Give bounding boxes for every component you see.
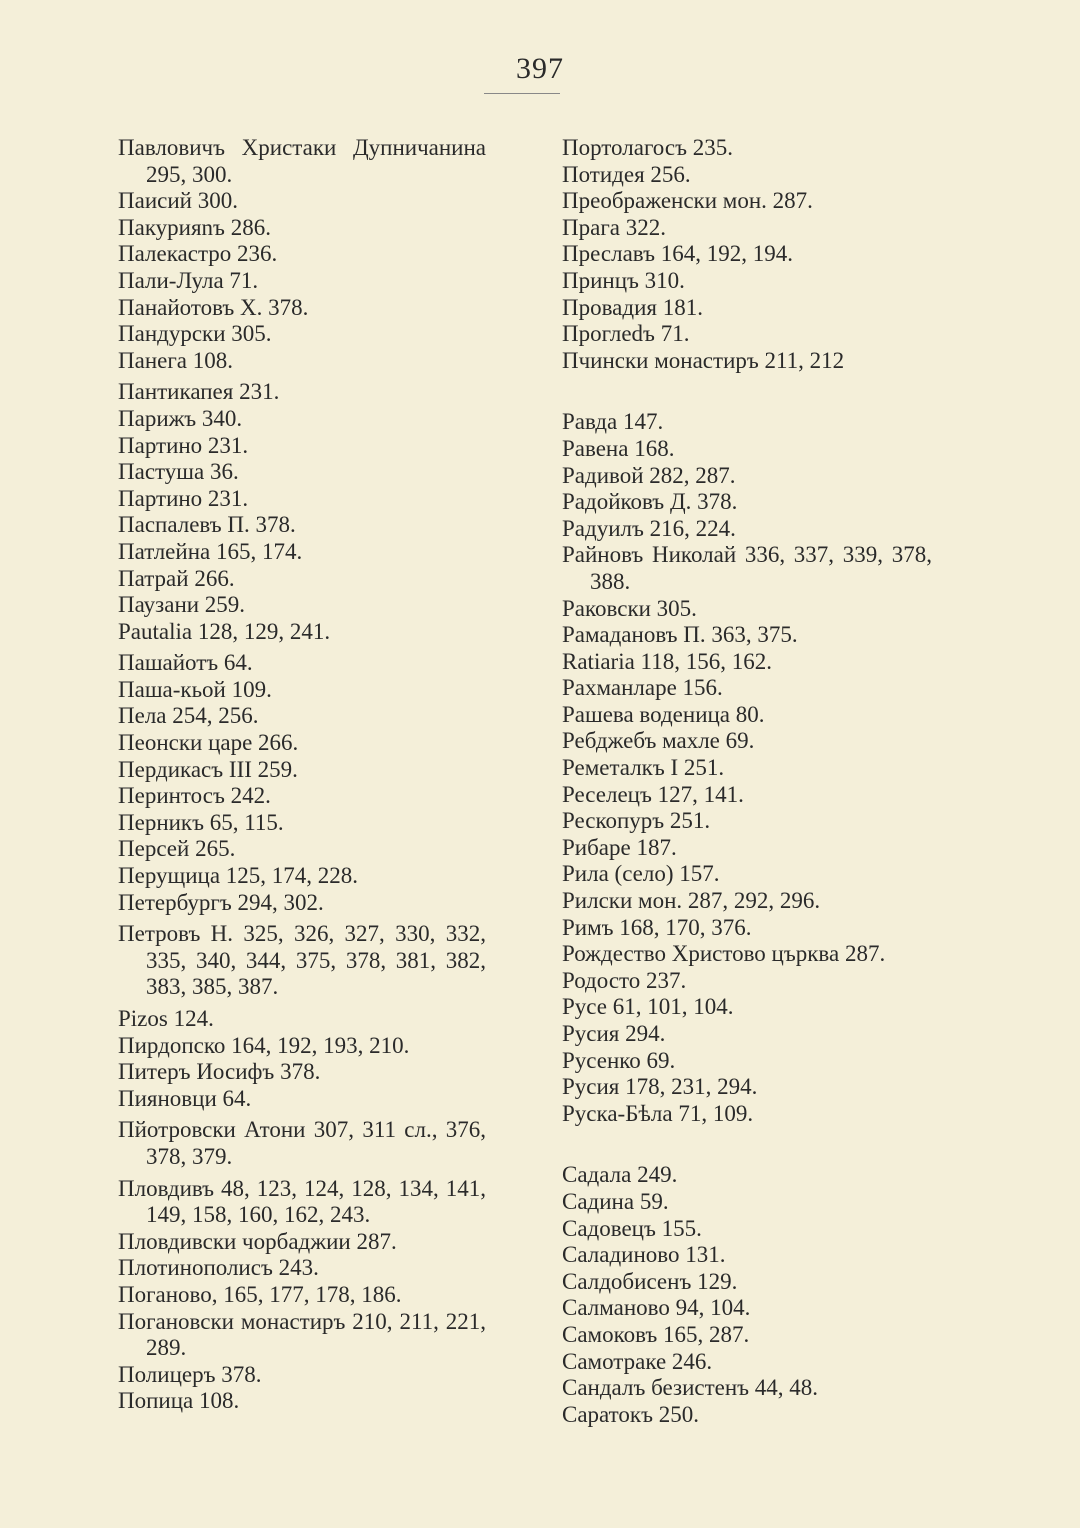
index-entry: Радивой 282, 287.: [562, 462, 736, 488]
index-entry: Русия 178, 231, 294.: [562, 1074, 758, 1100]
index-entry: Панайотовъ Х. 378.: [118, 294, 309, 320]
index-entry: Провадия 181.: [562, 294, 703, 320]
index-entry: Садина 59.: [562, 1188, 669, 1214]
index-entry: Садала 249.: [562, 1162, 678, 1188]
index-entry: Рилски мон. 287, 292, 296.: [562, 888, 821, 914]
index-entry: Плотинополисъ 243.: [118, 1255, 319, 1281]
index-entry: Равена 168.: [562, 435, 675, 461]
index-entry: Саратокъ 250.: [562, 1401, 699, 1427]
index-entry: Пела 254, 256.: [118, 703, 259, 729]
index-entry: Реметалкъ I 251.: [562, 755, 725, 781]
index-entry: Паспалевъ П. 378.: [118, 512, 296, 538]
index-entry: Самоковъ 165, 287.: [562, 1321, 750, 1347]
index-entry: Рамадановъ П. 363, 375.: [562, 622, 798, 648]
index-entry: Пияновци 64.: [118, 1085, 252, 1111]
index-entry: Преображенски мон. 287.: [562, 188, 813, 214]
index-entry: Сандалъ безистенъ 44, 48.: [562, 1375, 819, 1401]
page-number: 397: [516, 52, 564, 85]
index-entry: Портолагосъ 235.: [562, 135, 733, 160]
index-entry: Питеръ Иосифъ 378.: [118, 1059, 321, 1085]
index-entry: Петровъ Н. 325, 326, 327, 330, 332, 335, 340, 344, 375, 378, 381, 382, 383, 385, 387.: [118, 921, 486, 1000]
index-entry: Римъ 168, 170, 376.: [562, 914, 752, 940]
index-entry: Рибаре 187.: [562, 834, 677, 860]
index-entry: Ребджебъ махле 69.: [562, 728, 755, 754]
index-entry: Поганово, 165, 177, 178, 186.: [118, 1281, 402, 1307]
index-entry: Пйотровски Атони 307, 311 сл., 376, 378, 379.: [118, 1117, 486, 1169]
index-column-right: [562, 135, 932, 1428]
index-entry: Pautalia 128, 129, 241.: [118, 618, 331, 644]
index-entry: Паисий 300.: [118, 188, 238, 214]
index-entry: Панега 108.: [118, 347, 233, 373]
index-entry: Самотраке 246.: [562, 1348, 713, 1374]
index-entry: Пловдивски чорбаджии 287.: [118, 1228, 397, 1254]
index-entry: Персей 265.: [118, 836, 236, 862]
index-entry: Пеонски царе 266.: [118, 730, 299, 756]
index-entry: Петербургъ 294, 302.: [118, 889, 324, 915]
index-entry: Потидея 256.: [562, 161, 691, 187]
index-column-left: [118, 135, 486, 1415]
index-entry: Партино 231.: [118, 485, 249, 511]
index-entry: Саладиново 131.: [562, 1242, 726, 1268]
index-entry: Ratiaria 118, 156, 162.: [562, 648, 772, 674]
index-entry: Раковски 305.: [562, 595, 697, 621]
index-entry: Руска-Бѣла 71, 109.: [562, 1100, 754, 1126]
index-entry: Райновъ Николай 336, 337, 339, 378, 388.: [562, 542, 932, 594]
index-entry: Погановски монастиръ 210, 211, 221, 289.: [118, 1308, 486, 1361]
index-entry: Рашева воденица 80.: [562, 701, 765, 727]
index-entry: Парижъ 340.: [118, 405, 243, 431]
index-entry: Родосто 237.: [562, 967, 687, 993]
index-entry: Пантикапея 231.: [118, 379, 280, 405]
index-entry: Радойковъ Д. 378.: [562, 489, 738, 515]
index-entry: Принцъ 310.: [562, 267, 685, 293]
index-entry: Русия 294.: [562, 1021, 666, 1046]
index-entry: Русе 61, 101, 104.: [562, 994, 734, 1020]
index-entry: Русенко 69.: [562, 1047, 676, 1073]
index-entry: Пирдопско 164, 192, 193, 210.: [118, 1032, 410, 1058]
index-entry: Павловичъ Христаки Дупничанина 295, 300.: [118, 135, 486, 187]
index-entry: Патрай 266.: [118, 565, 235, 591]
index-entry: Палекастро 236.: [118, 241, 278, 267]
index-entry: Пакурияnъ 286.: [118, 214, 271, 240]
index-entry: Реселецъ 127, 141.: [562, 781, 744, 807]
index-entry: Прага 322.: [562, 214, 666, 240]
index-entry: Попица 108.: [118, 1388, 240, 1414]
index-entry: Пандурски 305.: [118, 321, 272, 347]
index-entry: Пашайотъ 64.: [118, 650, 253, 676]
index-entry: Перущица 125, 174, 228.: [118, 863, 359, 889]
index-entry: Салдобисенъ 129.: [562, 1268, 738, 1294]
index-entry: Пали-Лула 71.: [118, 267, 259, 293]
index-entry: Радуилъ 216, 224.: [562, 515, 736, 541]
index-entry: Салманово 94, 104.: [562, 1295, 751, 1321]
index-entry: Перникъ 65, 115.: [118, 809, 284, 835]
index-entry: Пчински монастиръ 211, 212: [562, 347, 845, 373]
index-entry: Перинтосъ 242.: [118, 783, 271, 809]
index-entry: Рождество Христово църква 287.: [562, 941, 886, 967]
page-number-rule: [484, 93, 560, 94]
index-entry: Рескопуръ 251.: [562, 808, 711, 834]
index-entry: Равда 147.: [562, 409, 664, 435]
index-entry: Патлейна 165, 174.: [118, 538, 303, 564]
index-entry: Пловдивъ 48, 123, 124, 128, 134, 141, 149, 158, 160, 162, 243.: [118, 1175, 486, 1228]
index-entry: Партино 231.: [118, 432, 249, 458]
index-entry: Pizos 124.: [118, 1006, 214, 1031]
index-entry: Полицеръ 378.: [118, 1361, 262, 1387]
index-entry: Пердикасъ III 259.: [118, 756, 298, 782]
index-entry: Проглеdъ 71.: [562, 321, 690, 347]
index-entry: Рахманларе 156.: [562, 675, 723, 701]
index-entry: Садовецъ 155.: [562, 1215, 702, 1241]
index-entry: Преславъ 164, 192, 194.: [562, 241, 793, 267]
index-entry: Пастуша 36.: [118, 459, 239, 485]
index-entry: Рила (село) 157.: [562, 861, 720, 887]
index-entry: Паша-кьой 109.: [118, 676, 272, 702]
index-entry: Паузани 259.: [118, 592, 246, 618]
